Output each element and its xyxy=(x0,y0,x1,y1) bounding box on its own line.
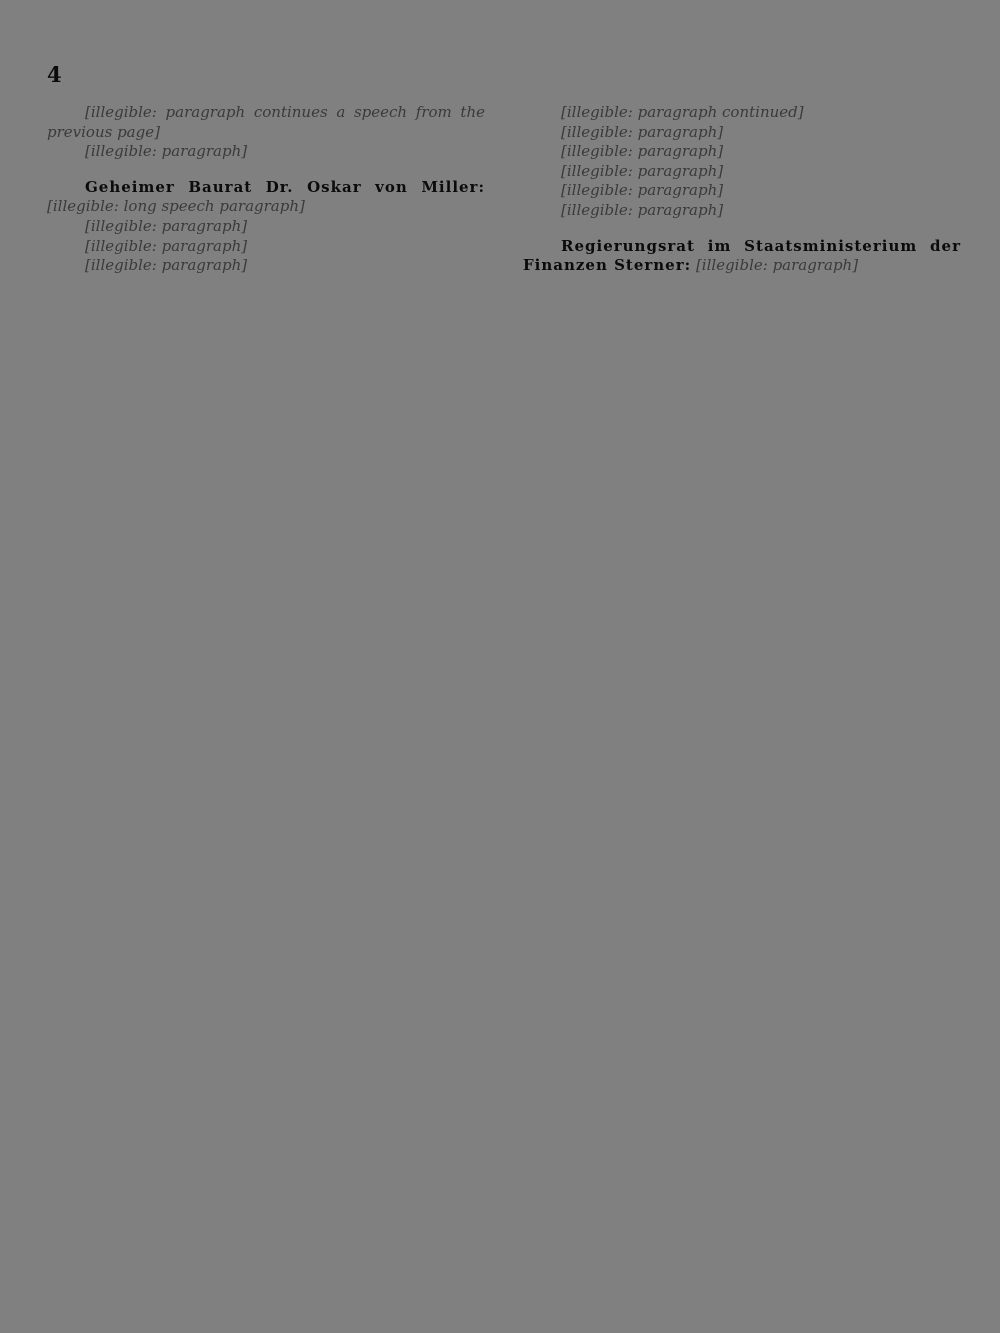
paragraph-text: [illegible: paragraph] xyxy=(561,200,724,219)
body-paragraph xyxy=(523,162,961,182)
paragraph-text: [illegible: paragraph] xyxy=(695,256,859,275)
body-paragraph xyxy=(47,256,485,276)
paragraph-text: [illegible: long speech paragraph] xyxy=(47,197,305,216)
body-paragraph xyxy=(47,103,485,142)
body-paragraph xyxy=(523,103,961,123)
body-paragraph xyxy=(523,142,961,162)
body-paragraph xyxy=(47,142,485,162)
speaker-paragraph xyxy=(47,178,485,217)
body-paragraph xyxy=(523,181,961,201)
paragraph-text: [illegible: paragraph continued] xyxy=(561,103,804,121)
paragraph-text: [illegible: paragraph] xyxy=(561,122,724,141)
paragraph-text: [illegible: paragraph] xyxy=(85,142,248,161)
body-paragraph xyxy=(523,201,961,221)
paragraph-text: [illegible: paragraph] xyxy=(85,236,248,255)
page-number: 4 xyxy=(47,62,62,87)
paragraph-text: [illegible: paragraph continues a speech from the previous page] xyxy=(47,103,485,141)
paragraph-text: [illegible: paragraph] xyxy=(561,181,724,200)
speaker-paragraph xyxy=(523,237,961,276)
paragraph-text: [illegible: paragraph] xyxy=(85,256,248,275)
body-paragraph xyxy=(523,123,961,143)
body-paragraph xyxy=(47,217,485,237)
speaker-name: Geheimer Baurat Dr. Oskar von Miller: xyxy=(85,177,485,196)
speaker-name: Regierungsrat im Staatsministerium der Finanzen Sterner: xyxy=(523,236,961,275)
paragraph-text: [illegible: paragraph] xyxy=(561,142,724,161)
paragraph-text: [illegible: paragraph] xyxy=(85,216,248,235)
paragraph-text: [illegible: paragraph] xyxy=(561,161,724,180)
body-paragraph xyxy=(47,237,485,257)
left-column xyxy=(47,103,485,276)
right-column xyxy=(523,103,961,276)
